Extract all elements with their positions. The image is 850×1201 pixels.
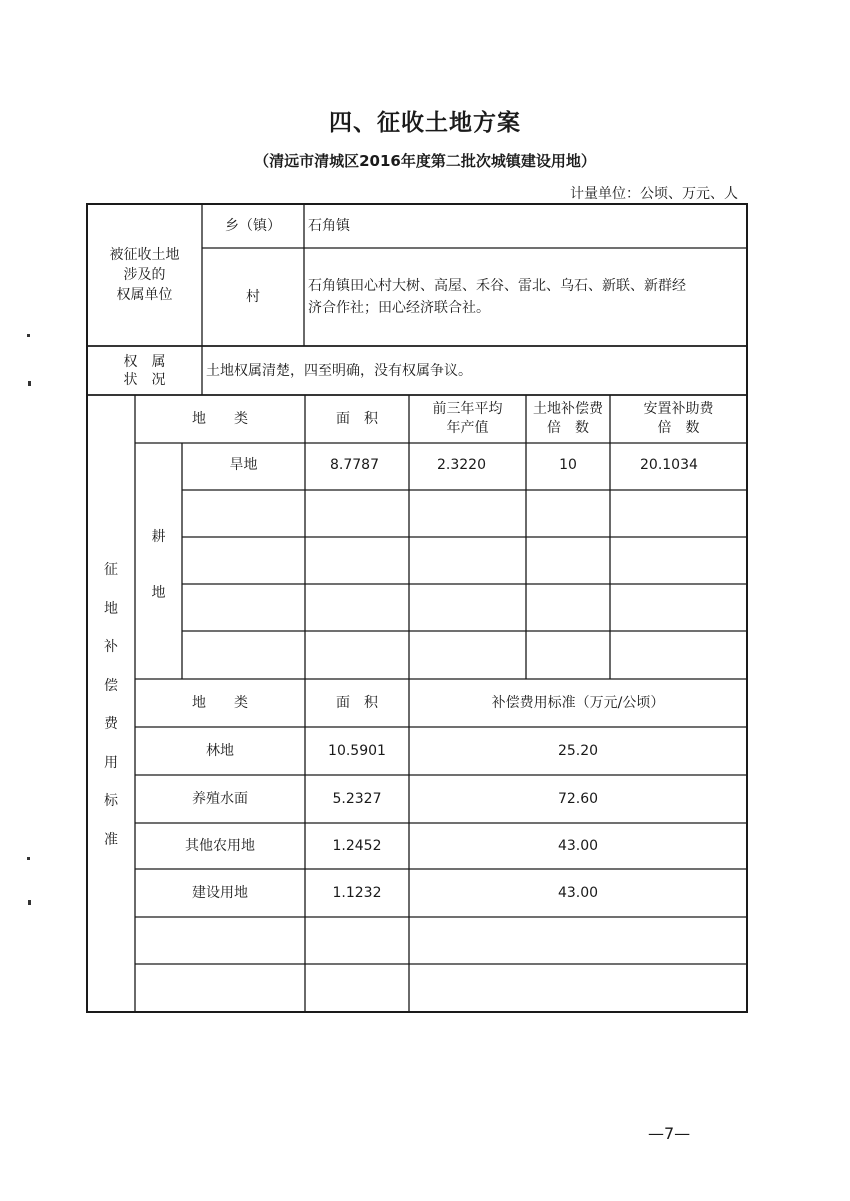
- table-row-standard: 72.60: [557, 791, 599, 807]
- table-row-comp-multiple: 10: [559, 457, 577, 473]
- header2-area: 面 积: [336, 695, 378, 711]
- compensation-side-label: [87, 555, 135, 855]
- unit-note: 计量单位：公顷、万元、人: [570, 186, 738, 202]
- table-row-standard: 43.00: [557, 885, 599, 901]
- township-value: 石角镇: [308, 218, 350, 234]
- header-line: 土地补偿费: [533, 401, 603, 417]
- side-label-char: 征: [104, 562, 118, 578]
- side-label-char: 地: [104, 600, 118, 617]
- header-land-type: 地 类: [192, 411, 248, 427]
- owner-label-line: 权属单位: [116, 287, 173, 303]
- owner-units-label: [87, 204, 202, 346]
- side-label-char: 偿: [104, 677, 118, 694]
- table-row-area: 10.5901: [328, 743, 386, 759]
- header-resettle-multiple: [610, 395, 747, 443]
- side-label-char: 补: [104, 639, 118, 655]
- page-title: 四、征收土地方案: [329, 110, 521, 136]
- side-label-char: 用: [104, 754, 118, 771]
- owner-label-line: 被征收土地: [109, 247, 180, 263]
- table-row-resettle-multiple: 20.1034: [640, 457, 698, 473]
- header-line: 倍 数: [657, 420, 700, 436]
- status-label-line: 权 属: [123, 353, 166, 370]
- table-row-standard: 43.00: [557, 838, 599, 854]
- side-label-char: 标: [104, 793, 118, 809]
- ownership-status-value: 土地权属清楚，四至明确，没有权属争议。: [206, 362, 472, 379]
- table-row-land-type: 林地: [206, 743, 234, 759]
- header-comp-multiple: [526, 395, 610, 443]
- scan-speck: [27, 857, 30, 860]
- scan-speck: [28, 900, 31, 905]
- table-row-land-type: 养殖水面: [192, 791, 248, 807]
- header-line: 前三年平均: [432, 401, 503, 417]
- header2-standard: 补偿费用标准（万元/公顷）: [491, 695, 665, 711]
- table-row-land-type: 建设用地: [192, 885, 248, 901]
- table-row-area: 1.1232: [332, 885, 382, 901]
- table-row-avg-output: 2.3220: [437, 457, 486, 473]
- status-label-line: 状 况: [123, 371, 166, 388]
- table-row-land-type: 旱地: [229, 457, 258, 473]
- page-number: —7—: [648, 1124, 691, 1143]
- table-row-standard: 25.20: [557, 743, 599, 759]
- scan-speck: [27, 334, 30, 337]
- header2-land-type: 地 类: [192, 695, 248, 711]
- table-row-area: 8.7787: [330, 457, 379, 473]
- village-value: [304, 248, 747, 346]
- table-row-area: 1.2452: [332, 838, 382, 854]
- arable-label-char: 地: [151, 585, 166, 601]
- header-line: 安置补助费: [643, 401, 714, 417]
- side-label-char: 费: [104, 716, 118, 732]
- ownership-status-label: [87, 346, 202, 395]
- header-line: 倍 数: [547, 420, 589, 436]
- side-label-char: 准: [104, 831, 118, 848]
- village-line: 济合作社；田心经济联合社。: [308, 300, 490, 316]
- header-avg-output: [409, 395, 526, 443]
- table-row-area: 5.2327: [332, 791, 382, 807]
- township-label: 乡（镇）: [225, 218, 281, 234]
- village-line: 石角镇田心村大树、高屋、禾谷、雷北、乌石、新联、新群经: [308, 278, 686, 294]
- arable-label-char: 耕: [151, 529, 166, 545]
- table-row-land-type: 其他农用地: [185, 838, 255, 854]
- scan-speck: [28, 381, 31, 386]
- header-area: 面 积: [336, 411, 378, 427]
- arable-land-label: [135, 515, 182, 615]
- village-label: 村: [246, 289, 260, 305]
- owner-label-line: 涉及的: [123, 267, 166, 283]
- page-subtitle: （清远市清城区2016年度第二批次城镇建设用地）: [254, 152, 596, 170]
- header-line: 年产值: [446, 420, 489, 436]
